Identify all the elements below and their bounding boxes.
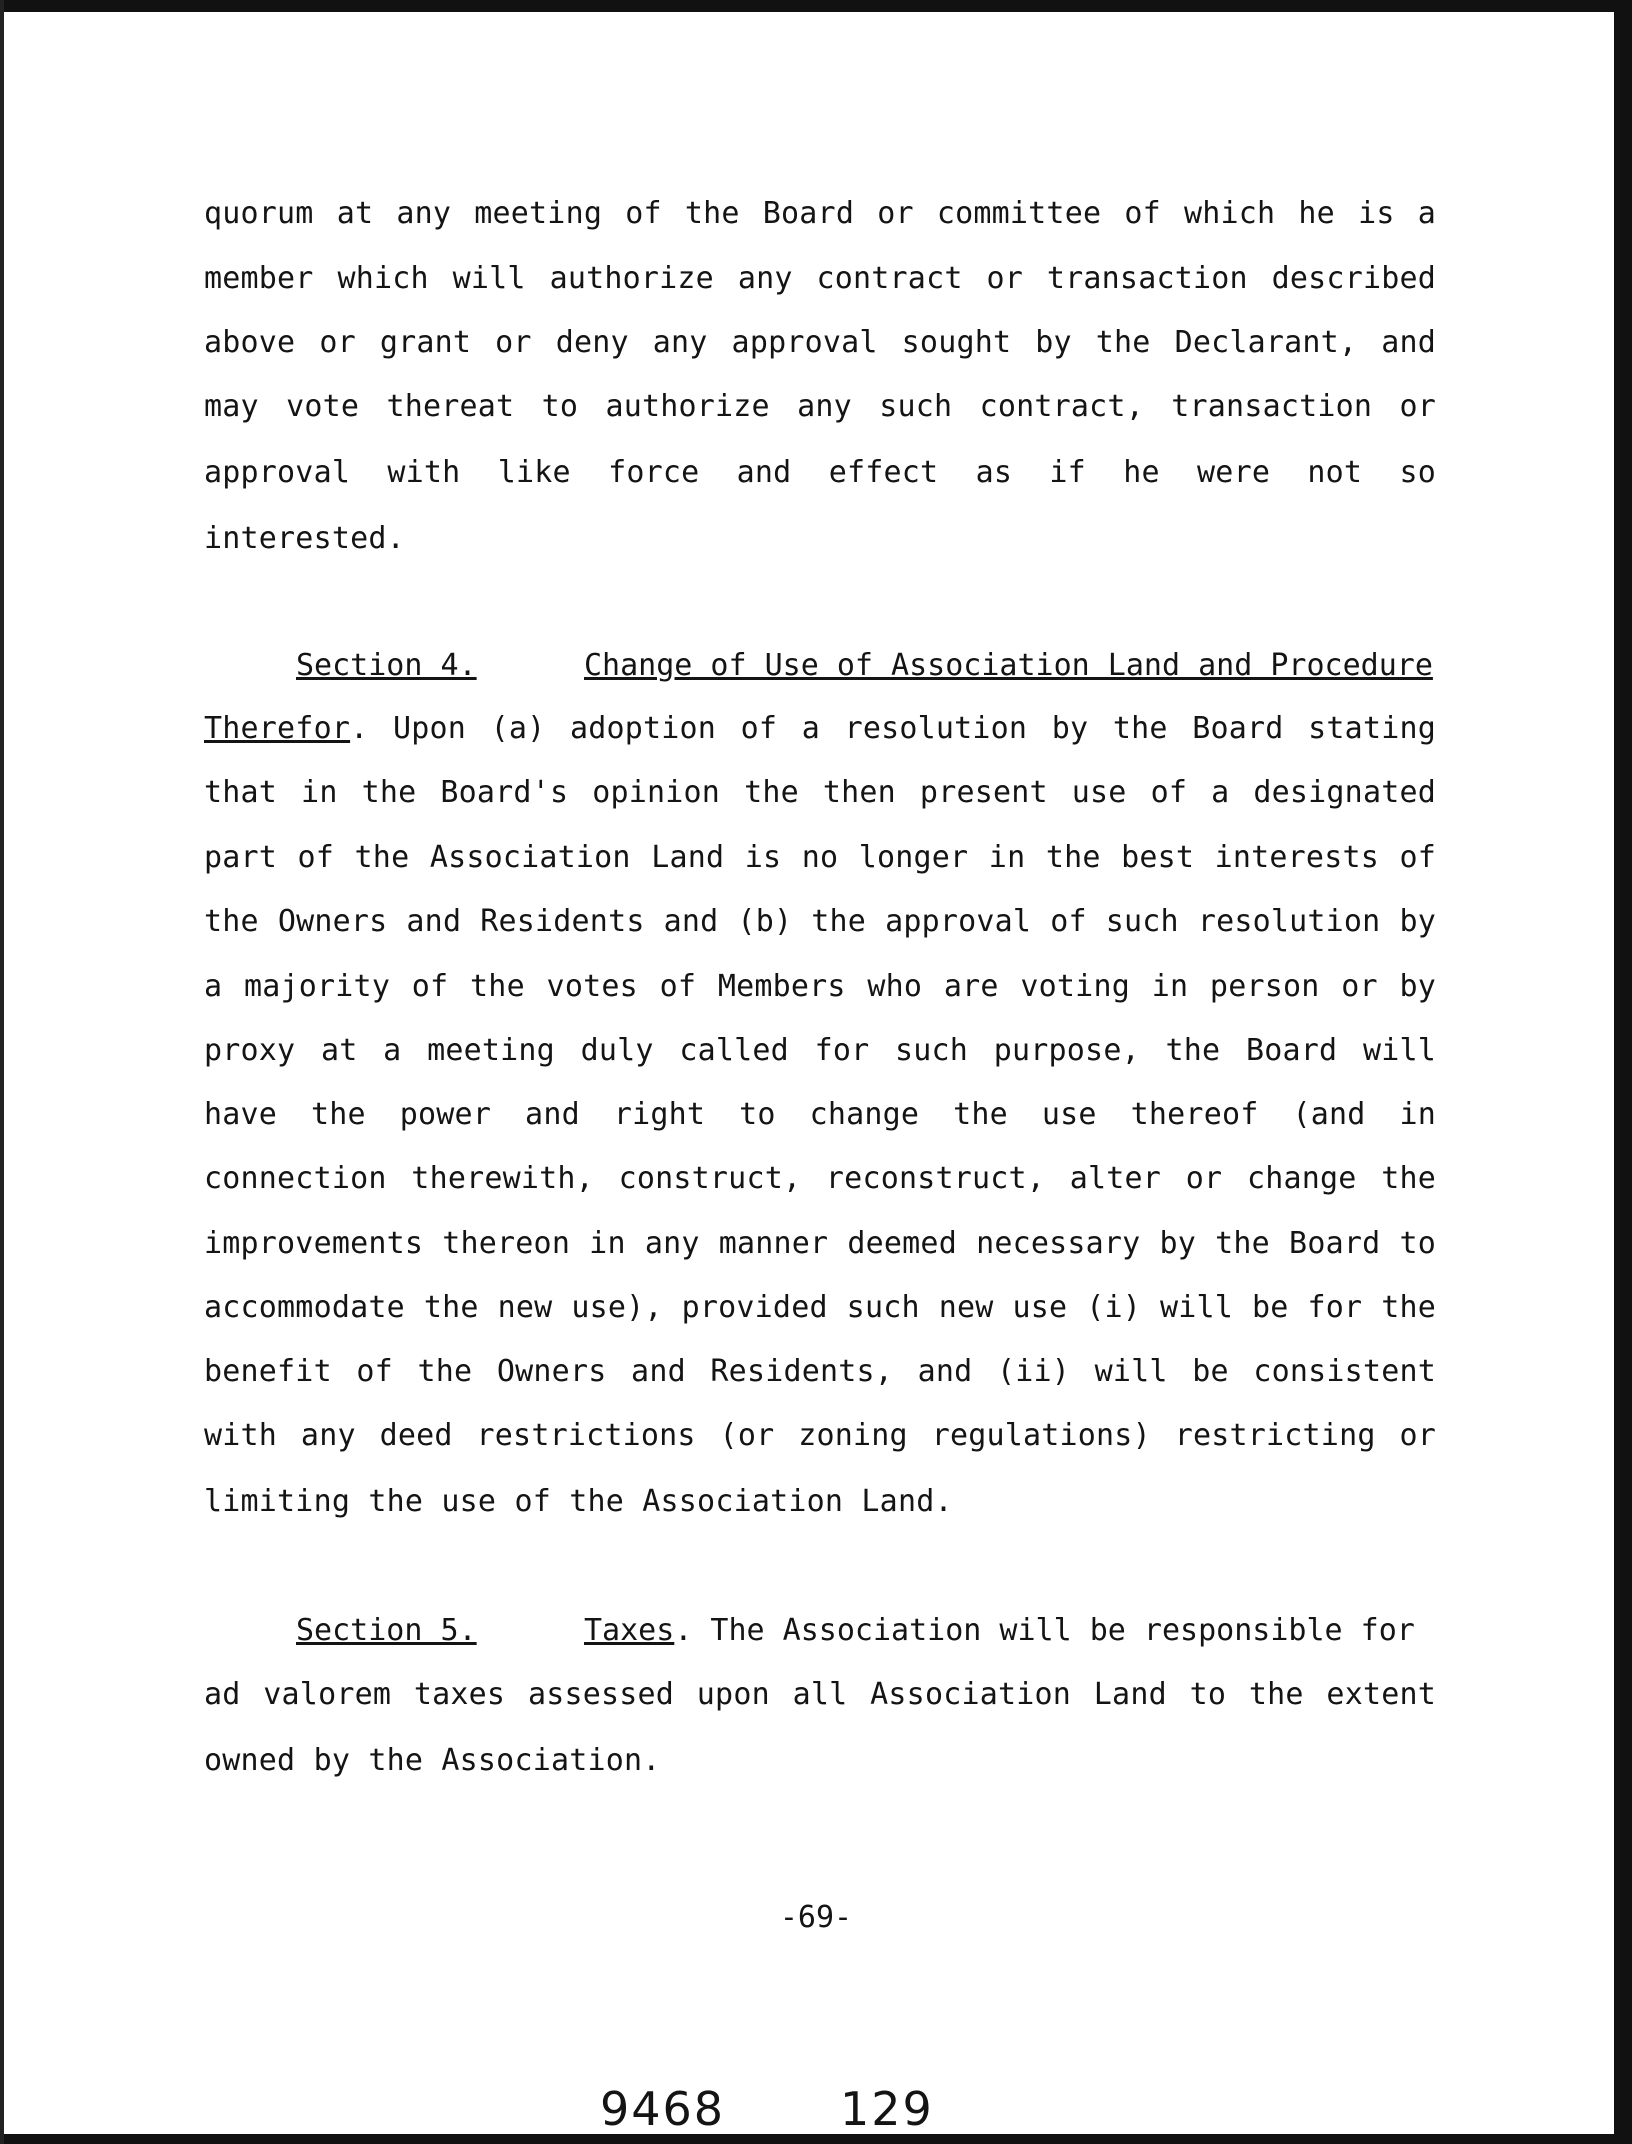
text-line: connection therewith, construct, reconstruct, alter or change the — [204, 1161, 1436, 1196]
text-line: above or grant or deny any approval sought by the Declarant, and — [204, 325, 1436, 360]
page-number: -69- — [779, 1900, 853, 1935]
text-line: limiting the use of the Association Land. — [204, 1484, 953, 1519]
scan-edge-bottom — [0, 2134, 1632, 2144]
text-line: have the power and right to change the use thereof (and in — [204, 1097, 1436, 1132]
text-line: a majority of the votes of Members who are voting in person or by — [204, 969, 1436, 1004]
text-line: may vote thereat to authorize any such contract, transaction or — [204, 389, 1436, 424]
section-4-title: Change of Use of Association Land and Procedure — [584, 648, 1433, 683]
section-5-title: Taxes — [584, 1613, 675, 1648]
section-5-label: Section 5. — [296, 1613, 477, 1648]
scan-edge-top — [0, 0, 1632, 12]
text-line: with any deed restrictions (or zoning regulations) restricting or — [204, 1418, 1436, 1453]
text-line: ad valorem taxes assessed upon all Association Land to the extent — [204, 1677, 1436, 1712]
text-line: member which will authorize any contract or transaction described — [204, 261, 1436, 296]
scan-edge-right — [1614, 0, 1632, 2144]
text-line: proxy at a meeting duly called for such purpose, the Board will — [204, 1033, 1436, 1068]
section-4-heading — [296, 648, 1436, 684]
text-fragment: . Upon (a) adoption of a resolution by the Board stating — [350, 711, 1436, 746]
section-4-first-line — [204, 711, 1436, 747]
text-line: accommodate the new use), provided such new use (i) will be for the — [204, 1290, 1436, 1325]
section-4-title-continued: Therefor — [204, 711, 351, 746]
text-line: approval with like force and effect as if he were not so — [204, 455, 1436, 490]
book-stamp-number: 9468 — [600, 2082, 726, 2136]
text-fragment: . The Association will be responsible for — [674, 1613, 1415, 1648]
section-4-label: Section 4. — [296, 648, 477, 683]
page-stamp-number: 129 — [840, 2082, 934, 2136]
text-line: interested. — [204, 521, 405, 556]
text-line: that in the Board's opinion the then present use of a designated — [204, 775, 1436, 810]
text-line: part of the Association Land is no longer in the best interests of — [204, 840, 1436, 875]
scan-edge-left — [0, 0, 4, 2144]
section-5-heading — [296, 1613, 1436, 1649]
text-line: the Owners and Residents and (b) the approval of such resolution by — [204, 904, 1436, 939]
text-line: benefit of the Owners and Residents, and (ii) will be consistent — [204, 1354, 1436, 1389]
text-line: owned by the Association. — [204, 1743, 661, 1778]
text-line: improvements thereon in any manner deemed necessary by the Board to — [204, 1226, 1436, 1261]
text-line: quorum at any meeting of the Board or committee of which he is a — [204, 196, 1436, 231]
